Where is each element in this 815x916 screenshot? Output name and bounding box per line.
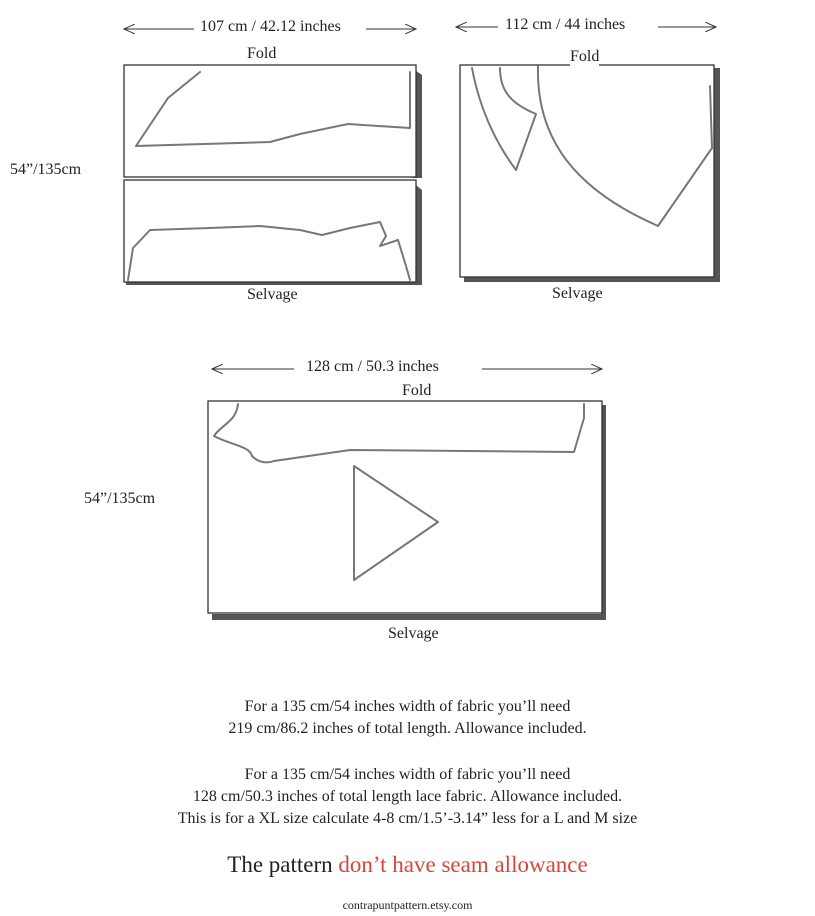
fabric-panel-upper: [124, 65, 416, 177]
note-line: This is for a XL size calculate 4-8 cm/1.5’-3.14” less for a L and M size: [177, 810, 638, 827]
seam-allowance-warning: [0, 852, 815, 878]
fabric-panel: [208, 401, 602, 613]
top-left-height-label: 54”/135cm: [10, 161, 82, 178]
top-left-fold-label: Fold: [247, 45, 277, 62]
top-left-width-label: 107 cm / 42.12 inches: [194, 18, 347, 36]
note-line: 219 cm/86.2 inches of total length. Allowance included.: [228, 720, 587, 737]
fabric-panel-lower: [124, 180, 416, 282]
fabric-panel: [460, 65, 714, 277]
note-line: For a 135 cm/54 inches width of fabric you’ll need: [244, 698, 571, 715]
note-line: For a 135 cm/54 inches width of fabric you’ll need: [244, 766, 571, 783]
bottom-height-label: 54”/135cm: [84, 490, 156, 507]
warning-highlight: don’t have seam allowance: [338, 852, 588, 877]
top-right-fold-label: Fold: [570, 48, 600, 65]
bottom-fold-label: Fold: [402, 382, 432, 399]
fabric-requirement-note: [0, 696, 815, 740]
bottom-selvage-label: Selvage: [388, 625, 439, 642]
top-left-selvage-label: Selvage: [247, 286, 298, 303]
top-right-selvage-label: Selvage: [552, 285, 603, 302]
bottom-width-label: 128 cm / 50.3 inches: [300, 358, 445, 376]
layout-bottom-diagram: [208, 369, 606, 620]
footer-credit: contrapuntpattern.etsy.com: [342, 898, 473, 912]
warning-prefix: The pattern: [227, 852, 339, 877]
lace-requirement-note: [0, 764, 815, 830]
layout-top-left-diagram: [124, 29, 422, 285]
top-right-width-label: 112 cm / 44 inches: [499, 16, 631, 34]
note-line: 128 cm/50.3 inches of total length lace fabric. Allowance included.: [192, 788, 623, 805]
